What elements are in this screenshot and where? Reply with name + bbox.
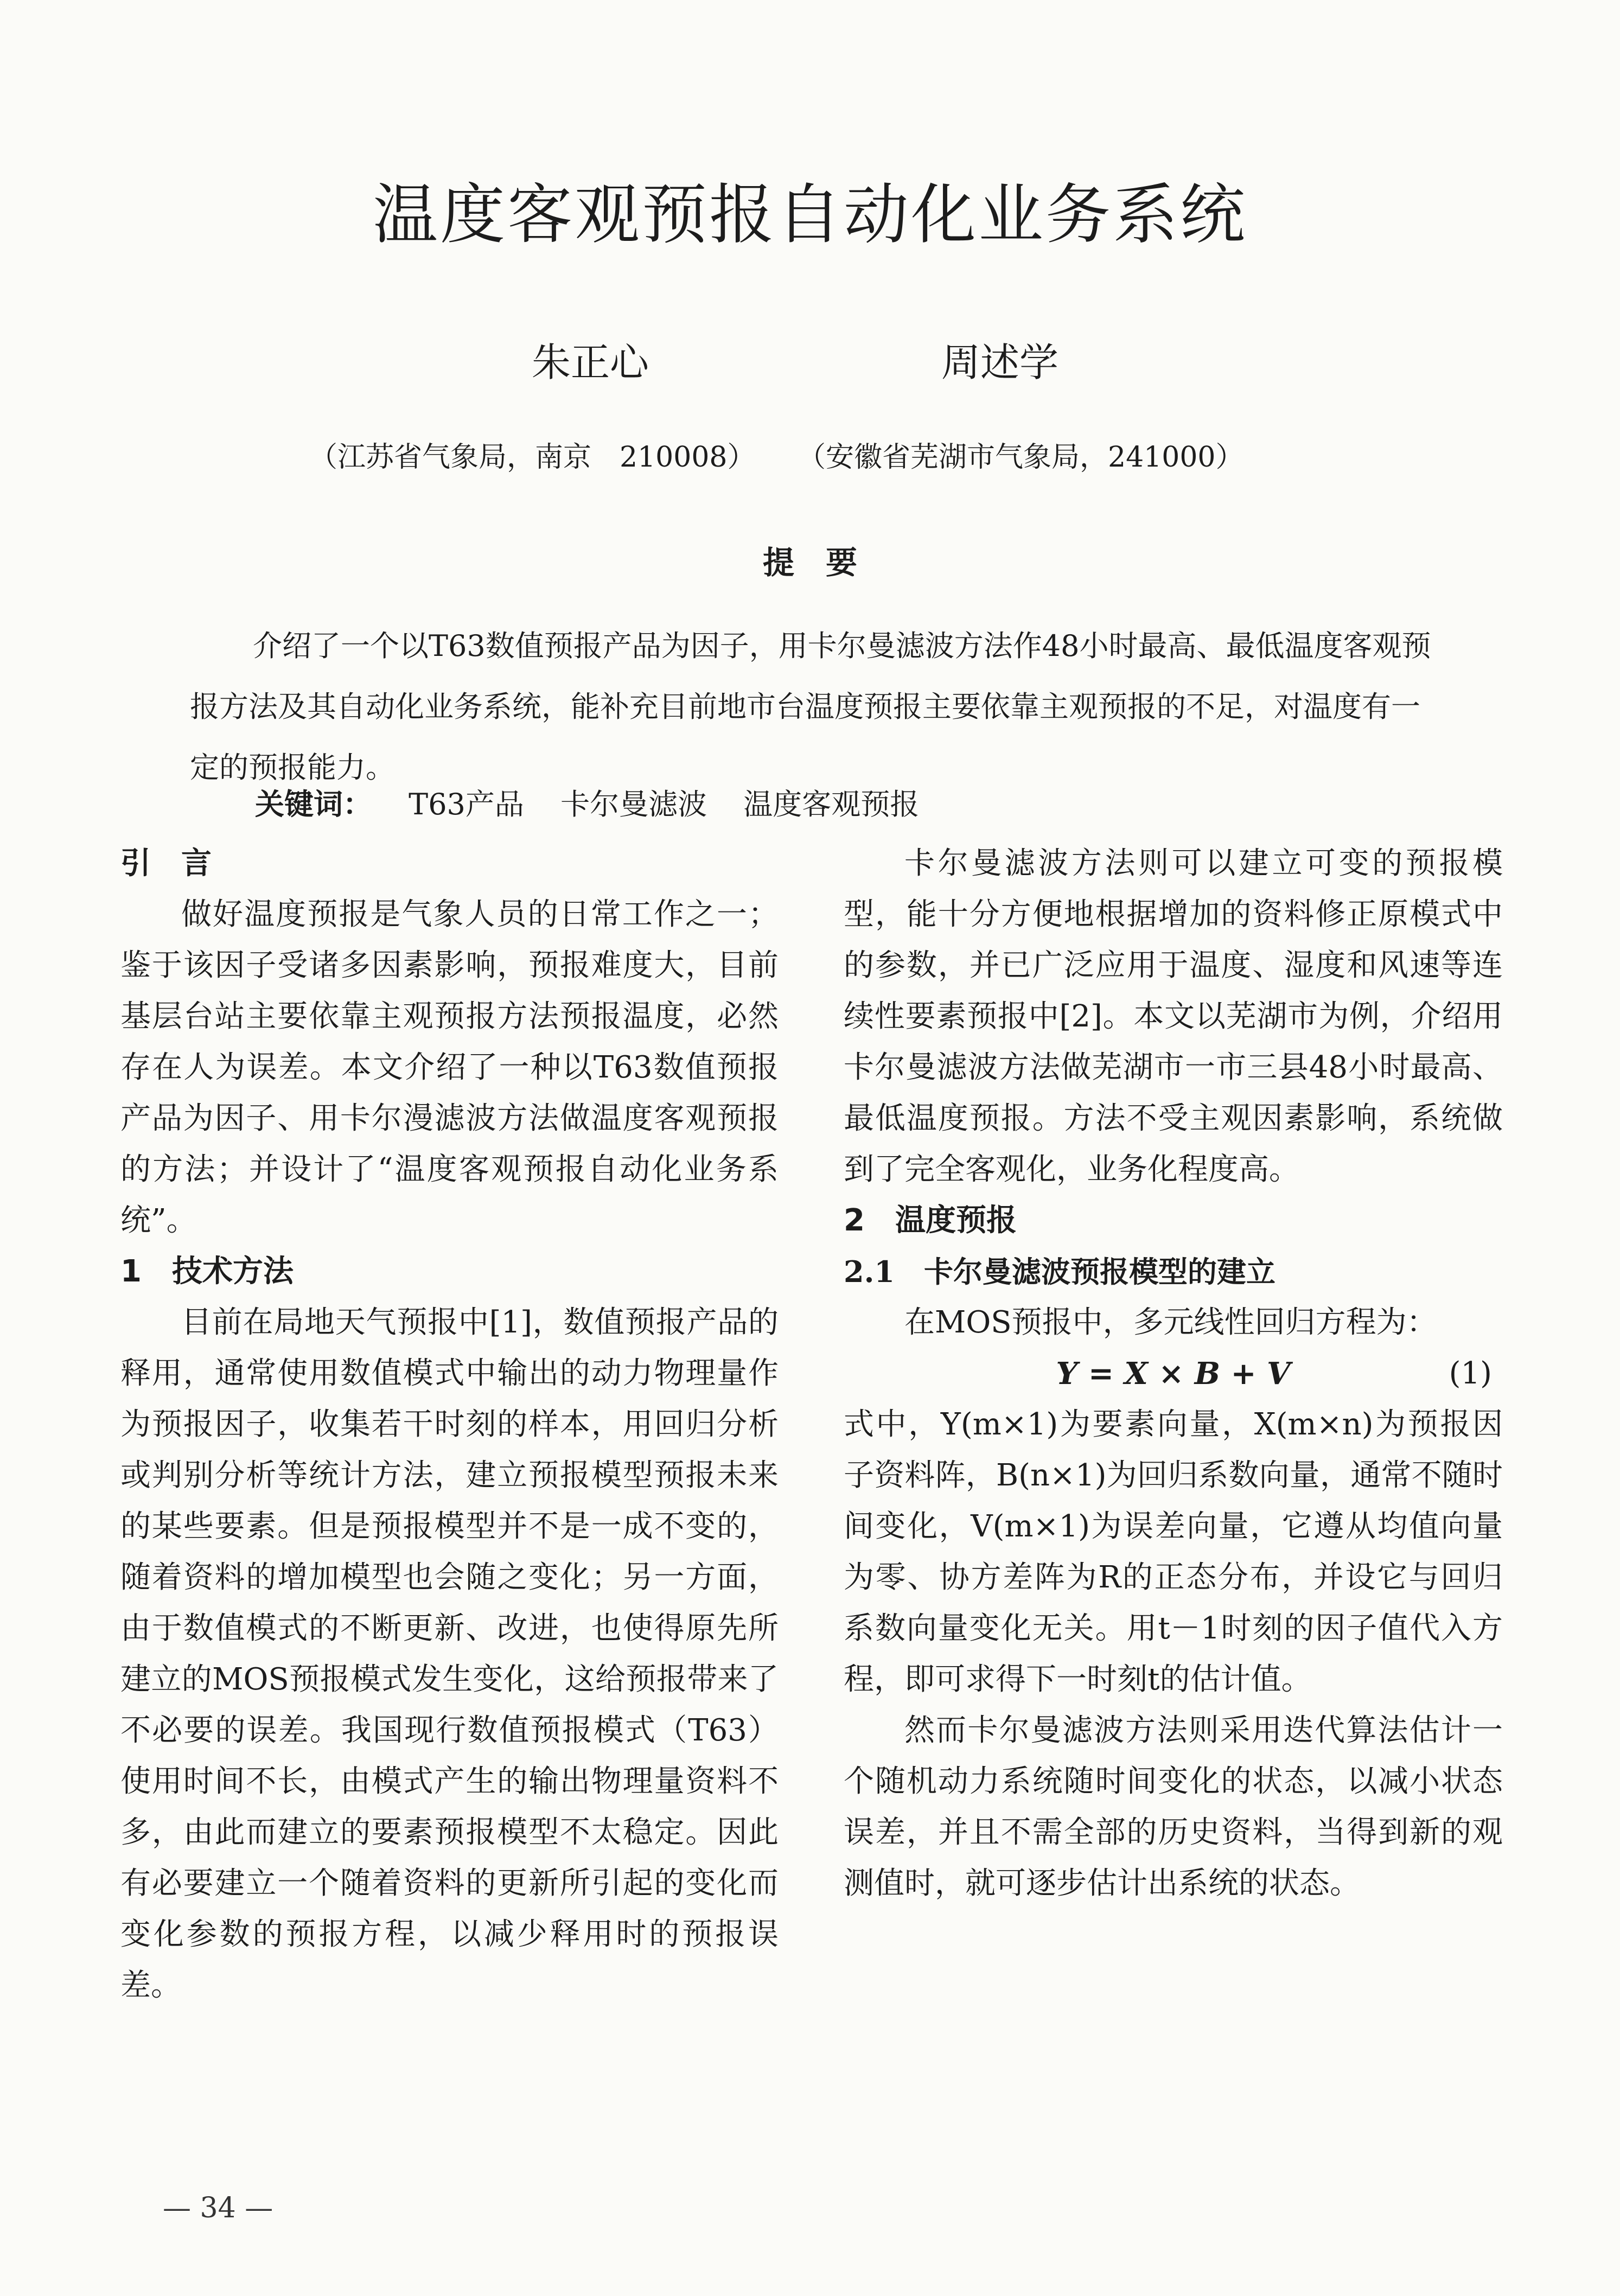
- paper-title: 温度客观预报自动化业务系统: [373, 177, 1247, 253]
- equation-1: [844, 1348, 1503, 1399]
- kalman-paragraph: 然而卡尔曼滤波方法则采用迭代算法估计一个随机动力系统随时间变化的状态，以减小状态误差，并且不需全部的历史资料，当得到新的观测值时，就可逐步估计出系统的状态。: [844, 1713, 1503, 1901]
- author-name: 朱正心: [532, 340, 649, 385]
- author-affiliation: （安徽省芜湖市气象局，241000）: [798, 441, 1244, 474]
- continued-paragraph: 卡尔曼滤波方法则可以建立可变的预报模型，能十分方便地根据增加的资料修正原模式中的参数，并已广泛应用于温度、湿度和风速等连续性要素预报中[2]。本文以芜湖市为例，介绍用卡尔曼滤波方法做芜湖市一市三县48小时最高、最低温度预报。方法不受主观因素影响，系统做到了完全客观化，业务化程度高。: [844, 846, 1503, 1187]
- equation-number: (1): [1449, 1356, 1492, 1391]
- section-1-heading: 1 技术方法: [120, 1254, 294, 1289]
- left-column: [120, 838, 779, 2011]
- section-1-paragraph: 目前在局地天气预报中[1]，数值预报产品的释用，通常使用数值模式中输出的动力物理量作为预报因子，收集若干时刻的样本，用回归分析或判别分析等统计方法，建立预报模型预报未来的某些要素。但是预报模型并不是一成不变的，随着资料的增加模型也会随之变化；另一方面，由于数值模式的不断更新、改进，也使得原先所建立的MOS预报模式发生变化，这给预报带来了不必要的误差。我国现行数值预报模式（T63）使用时间不长，由模式产生的输出物理量资料不多，由此而建立的要素预报模型不太稳定。因此有必要建立一个随着资料的更新所引起的变化而变化参数的预报方程，以减少释用时的预报误差。: [120, 1305, 779, 2003]
- abstract-text: 介绍了一个以T63数值预报产品为因子，用卡尔曼滤波方法作48小时最高、最低温度客观预报方法及其自动化业务系统，能补充目前地市台温度预报主要依靠主观预报的不足，对温度有一定的预报能力。: [190, 629, 1431, 785]
- keyword: T63产品: [409, 787, 524, 821]
- section-2-heading: 2 温度预报: [844, 1203, 1017, 1238]
- section-2-1-heading: 2.1 卡尔曼滤波预报模型的建立: [844, 1254, 1275, 1289]
- keywords: [255, 781, 919, 823]
- right-column: [844, 838, 1503, 1909]
- author-affiliation: （江苏省气象局，南京 210008）: [309, 441, 756, 474]
- mos-intro: 在MOS预报中，多元线性回归方程为：: [904, 1305, 1437, 1340]
- abstract-heading: 提 要: [762, 544, 857, 581]
- keywords-label: 关键词：: [255, 787, 372, 821]
- equation-body: Y = X × B + V: [1056, 1356, 1291, 1392]
- keyword: 卡尔曼滤波: [560, 787, 707, 821]
- author-name: 周述学: [941, 340, 1059, 385]
- page-number: — 34 —: [163, 2192, 273, 2224]
- equation-explanation: 式中，Y(m×1)为要素向量，X(m×n)为预报因子资料阵，B(n×1)为回归系数向量，通常不随时间变化，V(m×1)为误差向量，它遵从均值向量为零、协方差阵为R的正态分布，并设它与回归系数向量变化无关。用t－1时刻的因子值代入方程，即可求得下一时刻t的估计值。: [844, 1407, 1503, 1697]
- keyword: 温度客观预报: [743, 787, 920, 821]
- intro-heading: 引 言: [120, 846, 212, 881]
- intro-paragraph: 做好温度预报是气象人员的日常工作之一；鉴于该因子受诸多因素影响，预报难度大，目前基层台站主要依靠主观预报方法预报温度，必然存在人为误差。本文介绍了一种以T63数值预报产品为因子、用卡尔漫滤波方法做温度客观预报的方法；并设计了“温度客观预报自动化业务系统”。: [120, 897, 779, 1238]
